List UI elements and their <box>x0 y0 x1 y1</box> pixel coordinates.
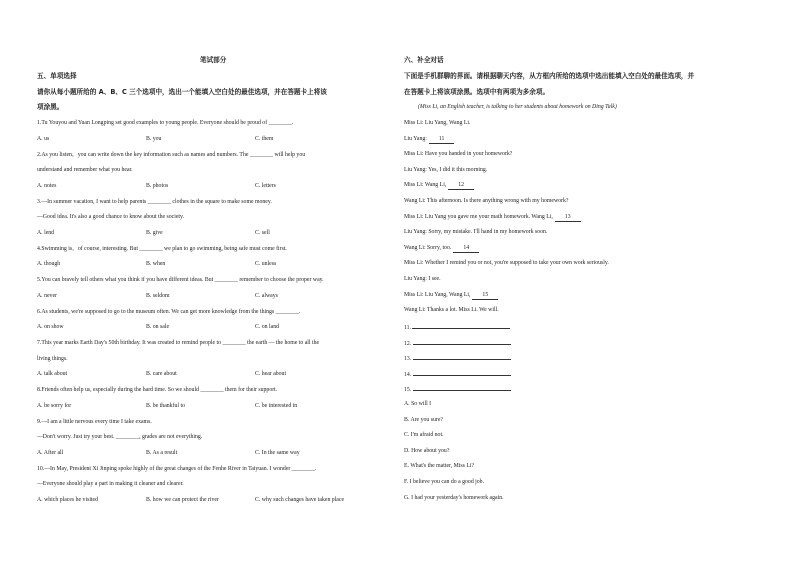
option-b[interactable]: B. how we can protect the river <box>146 496 219 503</box>
dialogue-text: Miss Li: Have you handed in your homework? <box>404 151 513 158</box>
dialogue-line <box>404 151 512 158</box>
dialogue-line <box>404 182 474 190</box>
dialogue-blank[interactable]: 11 <box>429 136 455 144</box>
option-a[interactable]: A. talk about <box>37 371 68 377</box>
dialogue-text: Miss Li: Liu Yang, Wang Li, <box>404 291 471 298</box>
dialogue-line <box>404 292 498 300</box>
part-five-instruction-line-2: 项涂黑。 <box>37 103 64 111</box>
question-stem: 5.You can bravely tell others what you think if you have different ideas. But ________ remember to choose the proper way. <box>37 277 324 283</box>
option-a[interactable]: A. be sorry for <box>37 402 72 409</box>
option-b[interactable]: B. when <box>146 261 166 267</box>
option-b[interactable]: B. care about <box>146 371 177 377</box>
part-six-title: 六、补全对话 <box>404 56 444 64</box>
dialogue-text: Liu Yang: I see. <box>404 276 441 282</box>
answer-number: 15. <box>404 387 413 394</box>
option-b[interactable]: B. you <box>146 135 162 142</box>
dialogue-text: Liu Yang: Yes, I did it this morning. <box>404 166 488 173</box>
answer-line[interactable] <box>404 385 511 394</box>
option-c[interactable]: C. always <box>255 292 278 299</box>
option-c[interactable]: C. letters <box>255 182 276 189</box>
choice-option: A. So will I <box>404 401 432 407</box>
choice-option: E. What's the matter, Miss Li? <box>404 463 475 470</box>
question-stem: 7.This year marks Earth Day's 50th birthday. It was created to remind people to ________ the earth — the home to all the <box>37 340 320 346</box>
question-stem: 8.Friends often help us, especially during the hard time. So we should ________ them for their support. <box>37 387 278 393</box>
option-b[interactable]: B. give <box>146 229 163 236</box>
option-a[interactable]: A. which places he visited <box>37 496 99 503</box>
option-b[interactable]: B. photos <box>146 182 169 189</box>
question-stem-continued: —Don't worry. Just try your best. ________, grades are not everything. <box>37 434 203 440</box>
option-c[interactable]: C. be interested in <box>255 402 298 409</box>
answer-blank[interactable] <box>413 370 511 376</box>
dialogue-line <box>404 245 479 253</box>
question-stem: 10.—In May, President Xi Jinping spoke highly of the great changes of the Fenhe River in Taiyuan. I wonder ________. <box>37 465 317 472</box>
option-a[interactable]: A. lend <box>37 229 55 236</box>
answer-blank[interactable] <box>412 323 510 329</box>
choice-option: C. I'm afraid not. <box>404 432 444 439</box>
option-c[interactable]: C. In the same way <box>255 449 300 456</box>
question-stem-continued: living things. <box>37 355 68 362</box>
option-c[interactable]: C. sell <box>255 229 270 236</box>
dialogue-text: Wang Li: Thanks a lot. Miss Li. We will. <box>404 307 499 314</box>
question-stem: 6.As students, we're supposed to go to the museum often. We can get more knowledge from the things ________. <box>37 308 301 315</box>
option-b[interactable]: B. be thankful to <box>146 402 185 409</box>
dialogue-line <box>404 214 581 222</box>
choice-option: D. How about you? <box>404 447 450 454</box>
option-c[interactable]: C. on land <box>255 324 279 330</box>
dialogue-blank[interactable]: 13 <box>555 214 581 222</box>
dialogue-line <box>404 276 441 283</box>
dialogue-text: Miss Li: Wang Li, <box>404 182 447 189</box>
choice-option: B. Are you sure? <box>404 416 443 423</box>
option-c[interactable]: C. hear about <box>255 371 287 377</box>
option-c[interactable]: C. them <box>255 135 274 142</box>
dialogue-text: Liu Yang: Sorry, my mistake. I'll hand in my homework soon. <box>404 229 548 236</box>
option-c[interactable]: C. unless <box>255 261 277 267</box>
answer-blank[interactable] <box>413 354 511 360</box>
dialogue-blank[interactable]: 15 <box>472 292 498 300</box>
answer-blank[interactable] <box>413 385 511 391</box>
option-a[interactable]: A. notes <box>37 182 57 189</box>
answer-number: 14. <box>404 371 413 378</box>
section-title: 笔试部分 <box>200 56 227 64</box>
dialogue-line <box>404 307 499 314</box>
part-six-instruction-line-2: 在答题卡上将该项涂黑。选项中有两项为多余项。 <box>404 88 550 96</box>
dialogue-line <box>404 136 454 144</box>
answer-line[interactable] <box>404 339 511 348</box>
answer-number: 13. <box>404 356 413 363</box>
dialogue-blank[interactable]: 14 <box>453 245 479 253</box>
question-stem-continued: —Everyone should play a part in making it cleaner and clearer. <box>37 481 184 487</box>
dialogue-context: (Miss Li, an English teacher, is talking to her students about homework on Ding Talk) <box>418 104 617 110</box>
dialogue-text: Miss Li: Liu Yang you gave me your math homework. Wang Li, <box>404 213 553 220</box>
dialogue-text: Miss Li: Whether I remind you or not, you're supposed to take your own work seriously. <box>404 260 609 267</box>
dialogue-line <box>404 167 487 174</box>
dialogue-text: Wang Li: Sorry, too. <box>404 244 452 251</box>
question-stem-continued: understand and remember what you hear. <box>37 167 133 173</box>
dialogue-line <box>404 120 470 127</box>
question-stem-continued: —Good idea. It's also a good chance to know about the society. <box>37 214 185 220</box>
choice-option: G. I had your yesterday's homework again. <box>404 494 504 501</box>
option-b[interactable]: B. on sale <box>146 324 170 330</box>
option-a[interactable]: A. After all <box>37 449 64 456</box>
dialogue-line <box>404 198 568 205</box>
answer-line[interactable] <box>404 354 511 363</box>
option-a[interactable]: A. on show <box>37 324 64 330</box>
option-b[interactable]: B. As a result <box>146 449 178 456</box>
question-stem: 9.—I am a little nervous every time I take exams. <box>37 418 152 425</box>
option-a[interactable]: A. though <box>37 261 61 267</box>
answer-number: 12. <box>404 340 413 347</box>
dialogue-line <box>404 229 547 236</box>
option-c[interactable]: C. why such changes have taken place <box>255 496 345 503</box>
option-a[interactable]: A. us <box>37 135 50 142</box>
question-stem: 2.As you listen，you can write down the key information such as names and numbers. The ________ will help you <box>37 151 306 158</box>
question-stem: 4.Swimming is，of course, interesting. But ________ we plan to go swimming, being safe must come first. <box>37 245 287 252</box>
dialogue-line <box>404 260 609 267</box>
answer-line[interactable] <box>404 370 511 379</box>
choice-option: F. I believe you can do a good job. <box>404 479 485 485</box>
dialogue-blank[interactable]: 12 <box>448 182 474 190</box>
part-five-title: 五、单项选择 <box>37 72 77 80</box>
answer-blank[interactable] <box>413 339 511 345</box>
question-stem: 1.Tu Youyou and Yuan Longping set good examples to young people. Everyone should be proud of ________. <box>37 120 294 126</box>
dialogue-text: Liu Yang: <box>404 135 427 142</box>
option-a[interactable]: A. never <box>37 292 57 299</box>
dialogue-text: Miss Li: Liu Yang, Wang Li. <box>404 120 471 126</box>
question-stem: 3.—In summer vacation, I want to help parents ________ clothes in the square to make some money. <box>37 198 272 205</box>
answer-number: 11. <box>404 325 413 331</box>
part-five-instruction-line-1: 请你从每小题所给的 A、B、C 三个选项中，选出一个能填入空白处的最佳选项，并在答题卡上将该 <box>37 88 327 96</box>
option-b[interactable]: B. seldom <box>146 292 170 299</box>
answer-line[interactable] <box>404 323 510 332</box>
part-six-instruction-line-1: 下面是手机群聊的界面。请根据聊天内容，从方框内所给的选项中选出能填入空白处的最佳选项，并 <box>404 72 695 80</box>
dialogue-text: Wang Li: This afternoon. Is there anything wrong with my homework? <box>404 198 569 204</box>
